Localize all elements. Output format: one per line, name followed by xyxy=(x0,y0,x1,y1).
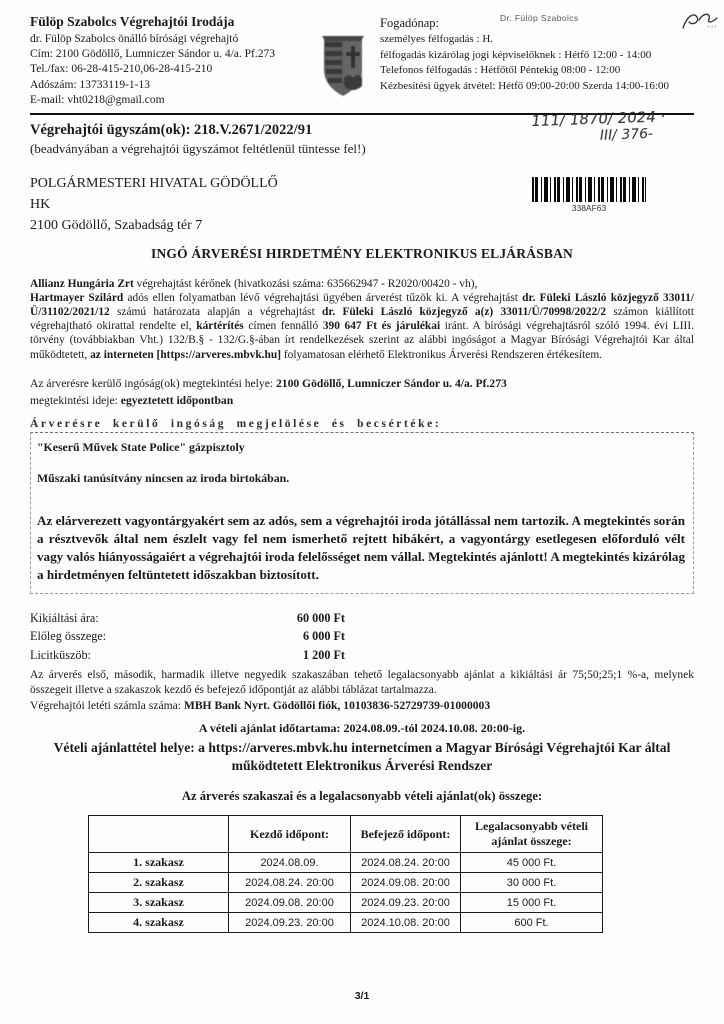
intro-paragraph xyxy=(30,277,694,362)
table-row xyxy=(89,893,603,913)
table-cell: 3. szakasz xyxy=(89,893,229,913)
price-row xyxy=(30,627,694,646)
text-segment: dr. Füleki László közjegyző a(z) 33011/Ü/70998/2022/2 xyxy=(322,306,607,319)
text-segment: iránt. A bírósági végrehajtásról szóló 1994. évi LIII. törvény (továbbiakban Vht.) 132/B.§ - 132/G.§-ában írt rendelkezések szerint az alábbi ingóságot a Magyar Bírósági Végrehajtói Kar által működtetett, xyxy=(30,320,694,361)
text-segment: Az árverésre kerülő ingóság(ok) megtekintési helye: xyxy=(30,376,276,390)
case-block xyxy=(30,107,694,157)
text-segment: Hartmayer Szilárd xyxy=(30,292,124,304)
reception-title: Fogadónap: xyxy=(380,16,440,30)
table-cell: 2024.08.24. 20:00 xyxy=(229,873,351,893)
table-cell: 1. szakasz xyxy=(89,853,229,873)
text-segment: az interneten [https://arveres.mbvk.hu] xyxy=(90,348,281,361)
table-cell: 2024.09.23. 20:00 xyxy=(229,913,351,933)
recipient-row xyxy=(30,173,694,236)
office-email: E-mail: vht0218@gmail.com xyxy=(30,93,165,106)
table-cell: 30 000 Ft. xyxy=(461,873,603,893)
text-segment: számú határozata alapján a végrehajtást xyxy=(109,306,323,319)
text-segment: Végrehajtói letéti számla száma: xyxy=(30,699,184,713)
text-segment: MBH Bank Nyrt. Gödöllői fiók, 10103836-52729739-01000003 xyxy=(183,699,491,713)
text-segment: 390 647 Ft és járulékai xyxy=(322,320,441,333)
office-info xyxy=(30,14,320,108)
reception-line: félfogadás kizárólag jogi képviselőknek : Hétfő 12:00 - 14:00 xyxy=(380,48,652,61)
price-value: 6 000 Ft xyxy=(303,629,345,644)
price-label: Licitküszöb: xyxy=(30,648,91,663)
table-row xyxy=(89,873,603,893)
pricing-list xyxy=(30,609,694,666)
office-bailiff: dr. Fülöp Szabolcs önálló bírósági végrehajtó xyxy=(30,33,239,45)
office-phone: Tel./fax: 06-28-415-210,06-28-415-210 xyxy=(30,63,213,76)
price-value: 1 200 Ft xyxy=(303,648,345,663)
handwritten-line: 111/ 1870/ 2024 · xyxy=(529,107,667,131)
reception-line: Telefonos félfogadás : Hétfőtől Péntekig 08:00 - 12:00 xyxy=(380,64,621,77)
table-header-end: Befejező időpont: xyxy=(351,816,461,853)
item-section-heading: Árverésre kerülő ingóság megjelölése és becsértéke: xyxy=(30,418,442,431)
text-segment: Allianz Hungária Zrt xyxy=(30,277,134,290)
table-cell: 2. szakasz xyxy=(89,873,229,893)
price-label: Kikiáltási ára: xyxy=(30,610,99,625)
table-row xyxy=(89,913,603,933)
recipient-address xyxy=(30,173,278,236)
barcode-block xyxy=(532,177,646,236)
price-row xyxy=(30,609,694,628)
auction-stages-table xyxy=(88,815,603,933)
table-header-row xyxy=(89,816,603,853)
barcode-label: 338AF63 xyxy=(571,202,607,213)
table-cell: 2024.09.08. 20:00 xyxy=(351,873,461,893)
barcode-image xyxy=(532,177,646,202)
text-segment: végrehajtást kérőnek (hivatkozási száma: 635662947 - R2020/00420 - vh), xyxy=(133,277,478,290)
bid-period: A vételi ajánlat időtartama: 2024.08.09.-tól 2024.10.08. 20:00-ig. xyxy=(198,721,526,736)
text-segment: egyeztetett időpontban xyxy=(120,393,234,407)
price-value: 60 000 Ft xyxy=(296,610,345,625)
text-segment: 2100 Gödöllő, Lumniczer Sándor u. 4/a. Pf.273 xyxy=(275,376,507,390)
reception-hours xyxy=(372,14,694,95)
price-row xyxy=(30,646,694,665)
reception-line: személyes félfogadás : H. xyxy=(380,33,494,46)
signature-scribble xyxy=(680,10,720,41)
text-segment: folyamatosan elérhető Elektronikus Árverési Rendszeren értékesítem. xyxy=(281,348,603,361)
viewing-info xyxy=(30,376,694,410)
table-header-min-bid: Legalacsonyabb vételi ajánlat összege: xyxy=(461,816,603,853)
table-cell: 2024.08.24. 20:00 xyxy=(351,853,461,873)
handwritten-filing-numbers xyxy=(527,107,666,147)
table-header-stage xyxy=(89,816,229,853)
price-label: Előleg összege: xyxy=(30,629,107,644)
disclaimer-paragraph: Az elárverezett vagyontárgyakért sem az adós, sem a végrehajtói iroda jótállással nem tartozik. A megtekintés során a résztvevők által nem észlelt vagy fel nem ismerhető rejtett hibákért, a vagyontárgy esetlegesen előforduló vélt vagy valós hiányosságaiért a végrehajtói iroda felelősséget nem vállal. Megtekintés ajánlott! A megtekintés kizárólag a hirdetményen feltüntetett időszakban biztosított. xyxy=(37,513,685,583)
table-cell: 2024.09.23. 20:00 xyxy=(351,893,461,913)
page-number: 3/1 xyxy=(354,990,370,1002)
certificate-note: Műszaki tanúsítvány nincsen az iroda birtokában. xyxy=(37,471,290,486)
auction-item-description: "Keserű Művek State Police" gázpisztoly xyxy=(37,440,245,455)
handwritten-line: III/ 376- xyxy=(598,125,654,144)
table-header-start: Kezdő időpont: xyxy=(229,816,351,853)
recipient-name: POLGÁRMESTERI HIVATAL GÖDÖLLŐ xyxy=(30,175,278,191)
recipient-line: HK xyxy=(30,196,51,212)
recipient-line: 2100 Gödöllő, Szabadság tér 7 xyxy=(30,217,203,233)
reception-line: Kézbesítési ügyek átvétel: Hétfő 09:00-20:00 Szerda 14:00-16:00 xyxy=(380,79,669,92)
stamp-name: Dr. Fülöp Szabolcs xyxy=(500,13,579,23)
text-segment: kártérítés xyxy=(196,320,244,333)
table-cell: 2024.09.08. 20:00 xyxy=(229,893,351,913)
case-number: Végrehajtói ügyszám(ok): 218.V.2671/2022/91 xyxy=(30,121,313,138)
text-segment: megtekintési ideje: xyxy=(30,393,121,407)
letterhead xyxy=(30,14,694,108)
text-segment: címen fennálló xyxy=(243,320,323,333)
coat-of-arms-icon xyxy=(320,14,372,105)
deposit-account-line xyxy=(30,699,694,712)
text-segment: számon kiállított végrehajtható okirattal rendelte el, xyxy=(30,306,695,333)
office-tax-id: Adószám: 13733119-1-13 xyxy=(30,78,150,91)
office-address: Cím: 2100 Gödöllő, Lumniczer Sándor u. 4/a. Pf.273 xyxy=(30,48,275,61)
table-cell: 15 000 Ft. xyxy=(461,893,603,913)
text-segment: adós ellen folyamatban lévő végrehajtási ügyében árverést tűzök ki. A végrehajtást xyxy=(123,292,523,304)
auction-table-title: Az árverés szakaszai és a legalacsonyabb vételi ajánlat(ok) összege: xyxy=(181,789,543,804)
table-cell: 600 Ft. xyxy=(461,913,603,933)
document-title: INGÓ ÁRVERÉSI HIRDETMÉNY ELEKTRONIKUS ELJÁRÁSBAN xyxy=(151,245,573,261)
text-segment: dr. Füleki László közjegyző 33011/Ü/31102/2021/12 xyxy=(30,292,695,319)
table-row xyxy=(89,853,603,873)
case-note: (beadványában a végrehajtói ügyszámot feltétlenül tüntesse fel!) xyxy=(30,140,366,156)
table-cell: 2024.10.08. 20:00 xyxy=(351,913,461,933)
bid-place: Vételi ajánlattétel helye: a https://arveres.mbvk.hu internetcímen a Magyar Bírósági Végrehajtói Kar által működtetett Elektronikus Árverési Rendszer xyxy=(53,740,671,773)
table-cell: 2024.08.09. xyxy=(229,853,351,873)
stages-note: Az árverés első, második, harmadik illetve negyedik szakaszában tehető legalacsonyabb ajánlat a kikiáltási ár 75;50;25;1 %-a, melynek összegeit illetve a szakaszok kezdő és befejező időpontját az alábbi táblázat tartalmazza. xyxy=(30,669,694,697)
table-cell: 4. szakasz xyxy=(89,913,229,933)
table-cell: 45 000 Ft. xyxy=(461,853,603,873)
office-name: Fülöp Szabolcs Végrehajtói Irodája xyxy=(30,14,235,29)
item-box xyxy=(30,432,694,593)
